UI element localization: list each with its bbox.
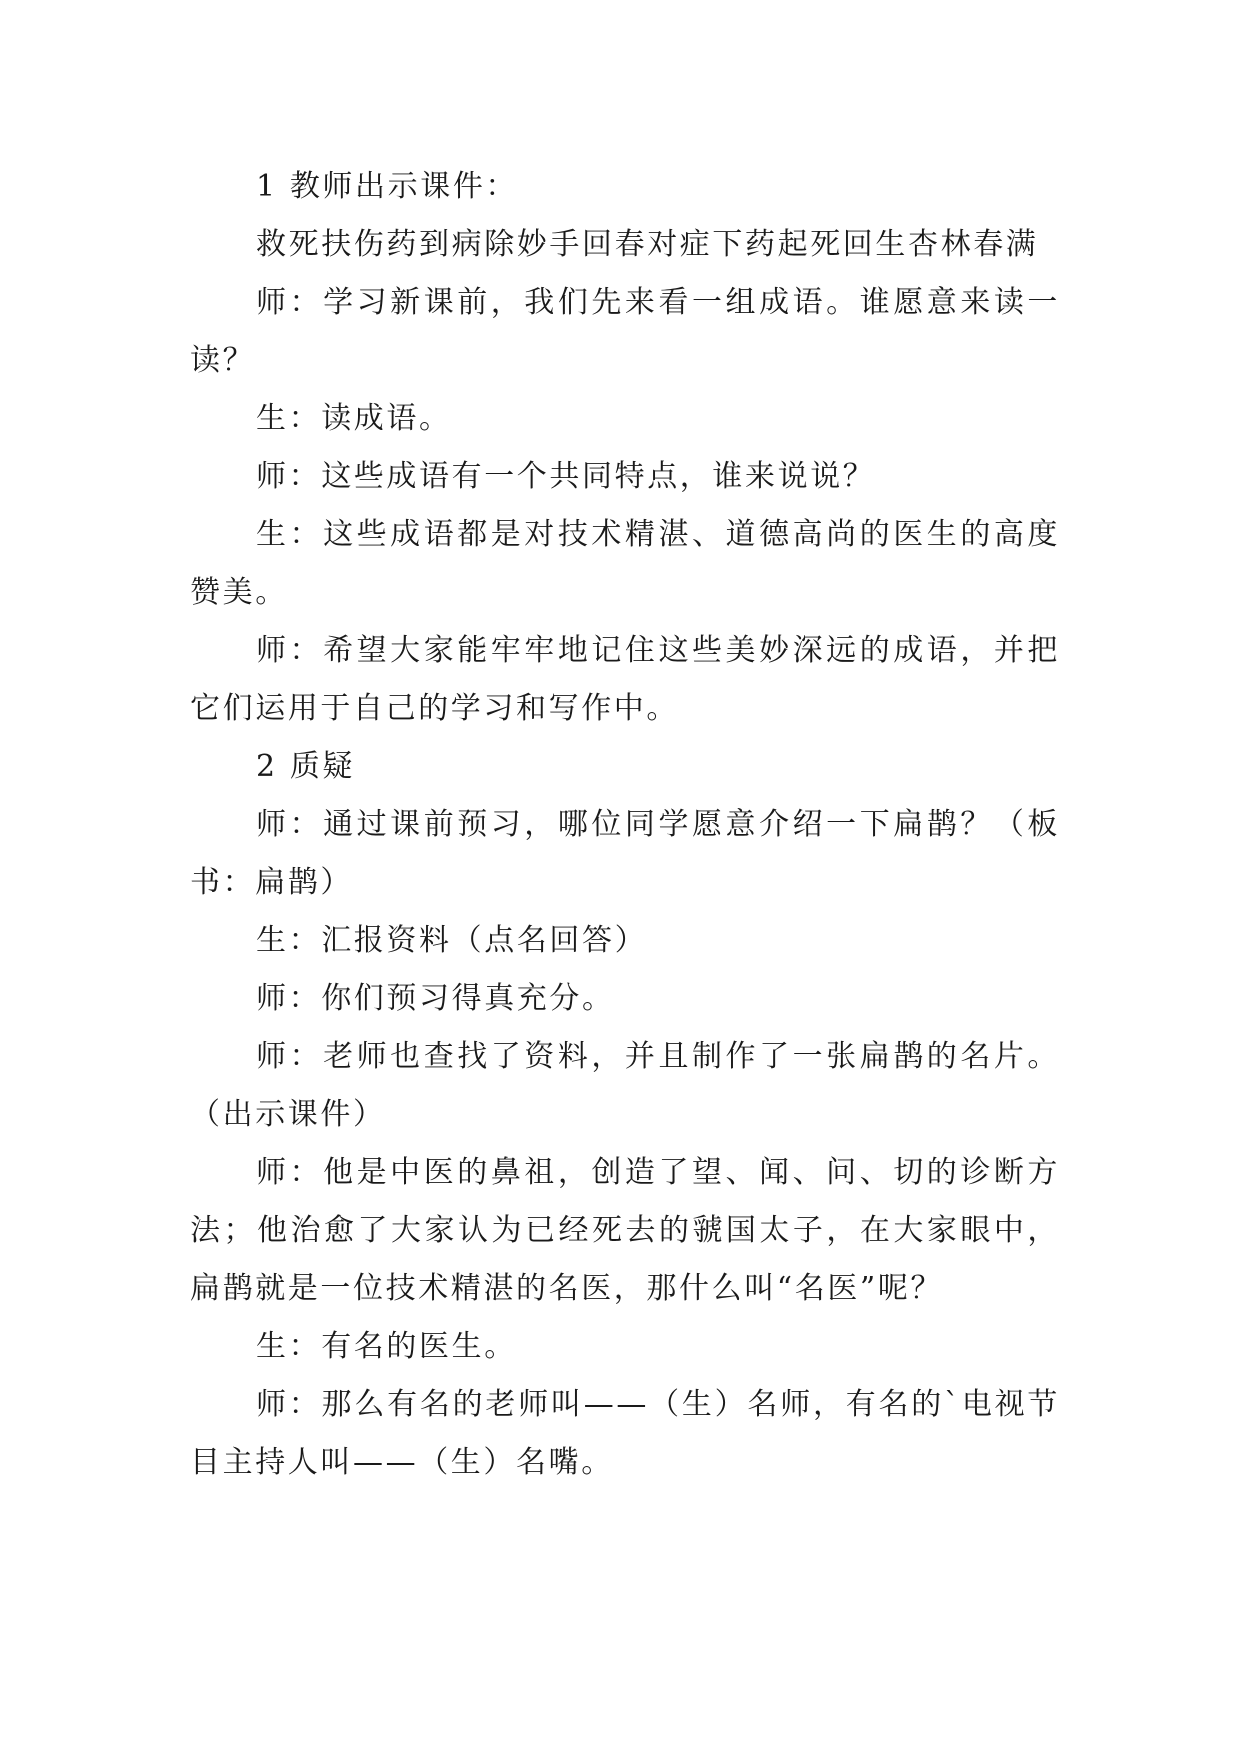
paragraph-idioms: 救死扶伤药到病除妙手回春对症下药起死回生杏林春满	[256, 227, 1039, 262]
paragraph-courseware-heading: 1 教师出示课件：	[256, 169, 519, 204]
paragraph-teacher-intro: 师：学习新课前，我们先来看一组成语。谁愿意来读一读？	[190, 285, 1060, 378]
paragraph-student-famous: 生：有名的医生。	[256, 1329, 517, 1364]
document-body	[190, 158, 1060, 1492]
paragraph-teacher-examples: 师：那么有名的老师叫——（生）名师，有名的`电视节目主持人叫——（生）名嘴。	[190, 1387, 1060, 1480]
paragraph-teacher-bianque: 师：通过课前预习，哪位同学愿意介绍一下扁鹊？（板书：扁鹊）	[190, 807, 1060, 900]
paragraph-student-answer: 生：这些成语都是对技术精湛、道德高尚的医生的高度赞美。	[190, 517, 1060, 610]
paragraph-teacher-card: 师：老师也查找了资料，并且制作了一张扁鹊的名片。（出示课件）	[190, 1039, 1060, 1132]
paragraph-teacher-famous-doctor: 师：他是中医的鼻祖，创造了望、闻、问、切的诊断方法；他治愈了大家认为已经死去的虢国太子，在大家眼中，扁鹊就是一位技术精湛的名医，那什么叫“名医”呢？	[190, 1155, 1060, 1306]
paragraph-student-read: 生：读成语。	[256, 401, 452, 436]
paragraph-student-report: 生：汇报资料（点名回答）	[256, 923, 648, 958]
paragraph-teacher-praise: 师：你们预习得真充分。	[256, 981, 615, 1016]
paragraph-teacher-hope: 师：希望大家能牢牢地记住这些美妙深远的成语，并把它们运用于自己的学习和写作中。	[190, 633, 1060, 726]
paragraph-teacher-question: 师：这些成语有一个共同特点，谁来说说？	[256, 459, 876, 494]
paragraph-question-heading: 2 质疑	[256, 749, 356, 784]
